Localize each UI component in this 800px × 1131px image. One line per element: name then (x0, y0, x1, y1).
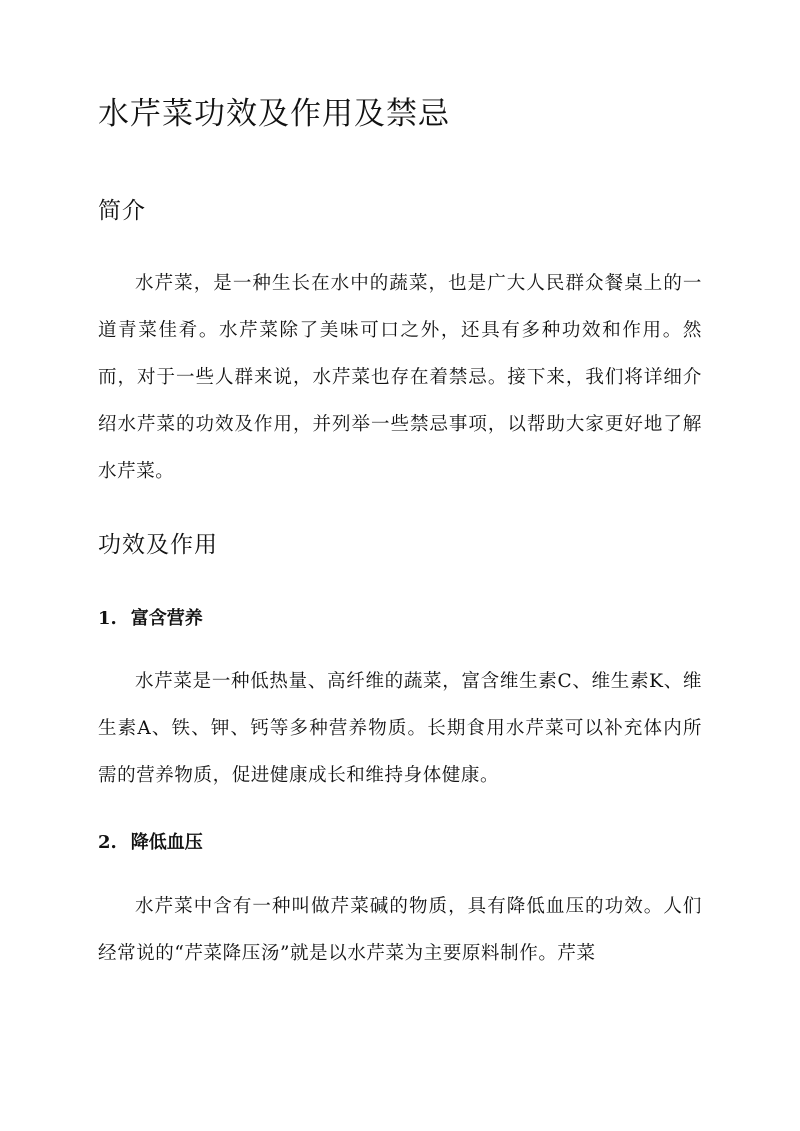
subsection-title: 富含营养 (130, 608, 203, 629)
nutrition-paragraph: 水芹菜是一种低热量、高纤维的蔬菜，富含维生素C、维生素K、维生素A、铁、钾、钙等多种营养物质。长期食用水芹菜可以补充体内所需的营养物质，促进健康成长和维持身体健康。 (98, 671, 702, 786)
subsection-number: 2. (98, 832, 117, 853)
subsection-heading-nutrition (98, 606, 203, 632)
blood-pressure-paragraph: 水芹菜中含有一种叫做芹菜碱的物质，具有降低血压的功效。人们经常说的“芹菜降压汤”就是以水芹菜为主要原料制作。芹菜 (98, 896, 702, 964)
subsection-number: 1. (98, 608, 117, 629)
subsection-heading-blood-pressure (98, 830, 203, 856)
section-heading-intro: 简介 (98, 198, 146, 224)
intro-paragraph: 水芹菜，是一种生长在水中的蔬菜，也是广大人民群众餐桌上的一道青菜佳肴。水芹菜除了美味可口之外，还具有多种功效和作用。然而，对于一些人群来说，水芹菜也存在着禁忌。接下来，我们将详细介绍水芹菜的功效及作用，并列举一些禁忌事项，以帮助大家更好地了解水芹菜。 (98, 273, 702, 482)
subsection-title: 降低血压 (130, 832, 203, 853)
section-heading-effects: 功效及作用 (98, 532, 218, 558)
document-title: 水芹菜功效及作用及禁忌 (98, 96, 450, 132)
